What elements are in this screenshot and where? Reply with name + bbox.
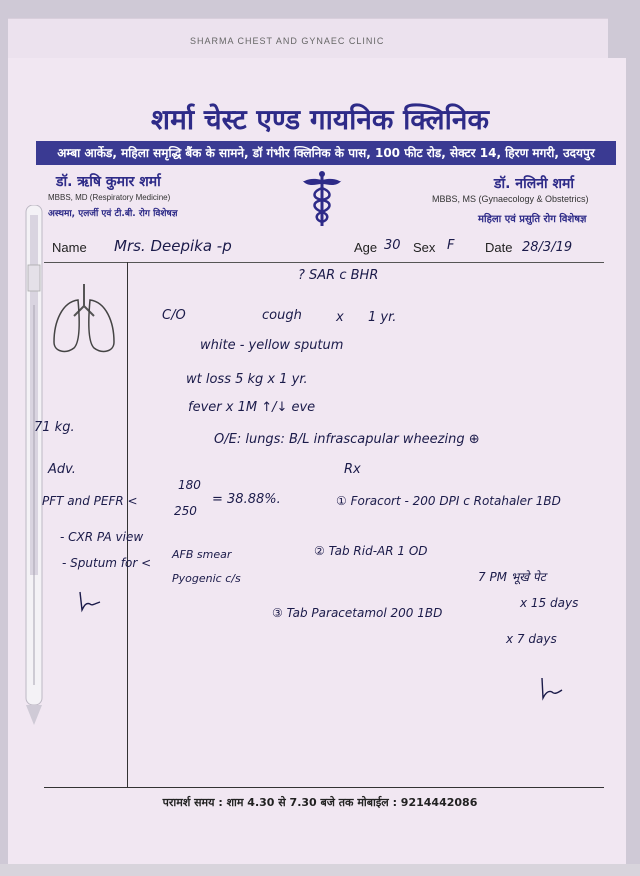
bottom-strip <box>0 864 640 876</box>
complaint-x: x <box>336 310 344 325</box>
patient-age: 30 <box>384 238 401 253</box>
medication-2-timing: 7 PM भूखे पेट <box>478 570 546 584</box>
advice-pft: PFT and PEFR < <box>42 494 138 508</box>
age-label: Age <box>354 240 378 255</box>
pen-icon <box>16 205 52 725</box>
caduceus-icon <box>300 170 344 228</box>
consultation-timing: परामर्श समय : शाम 4.30 से 7.30 बजे तक मोबाईल : 9214442086 <box>162 796 478 809</box>
visit-date: 28/3/19 <box>522 240 573 255</box>
doctor-right-specialty: महिला एवं प्रसुति रोग विशेषज्ञ <box>478 214 587 225</box>
complaint-fever: fever x 1M ↑/↓ eve <box>188 400 316 415</box>
sex-label: Sex <box>413 240 436 255</box>
medication-1: ① Foracort - 200 DPI c Rotahaler 1BD <box>336 494 561 508</box>
pefr-denominator: 250 <box>174 504 197 518</box>
doctor-left-qualification: MBBS, MD (Respiratory Medicine) <box>48 193 171 202</box>
doctor-right-qualification: MBBS, MS (Gynaecology & Obstetrics) <box>432 194 589 204</box>
advice-pyogenic: Pyogenic c/s <box>172 572 241 585</box>
patient-weight: 71 kg. <box>34 420 75 435</box>
complaint-label: C/O <box>162 308 186 323</box>
rx-symbol: Rx <box>344 462 361 477</box>
medication-3: ③ Tab Paracetamol 200 1BD <box>272 606 443 620</box>
pefr-numerator: 180 <box>178 478 201 492</box>
advice-label: Adv. <box>48 462 76 477</box>
clinic-address: अम्बा आर्केड, महिला समृद्धि बैंक के सामने, डॉ गंभीर क्लिनिक के पास, 100 फीट रोड, सेक्टर 14, हिरण मगरी, उदयपुर <box>36 141 616 165</box>
signature-left <box>76 590 106 614</box>
doctor-left-name: डॉ. ऋषि कुमार शर्मा <box>56 174 161 190</box>
signature-right <box>536 676 566 702</box>
margin-rule <box>127 262 128 787</box>
advice-sputum: - Sputum for < <box>62 556 152 570</box>
date-label: Date <box>485 240 513 255</box>
medication-2: ② Tab Rid-AR 1 OD <box>314 544 428 558</box>
patient-name: Mrs. Deepika -p <box>114 237 232 255</box>
footer-divider <box>44 787 604 788</box>
advice-cxr: - CXR PA view <box>60 530 144 544</box>
doctor-right-name: डॉ. नलिनी शर्मा <box>494 176 574 192</box>
complaint-weight-loss: wt loss 5 kg x 1 yr. <box>186 372 308 387</box>
lungs-icon <box>48 282 120 358</box>
complaint-cough: cough <box>262 308 302 323</box>
back-sheet-title: SHARMA CHEST AND GYNAEC CLINIC <box>190 36 385 46</box>
doctor-left-specialty: अस्थमा, एलर्जी एवं टी.बी. रोग विशेषज्ञ <box>48 209 178 219</box>
medication-3-duration: x 7 days <box>506 632 557 646</box>
advice-afb: AFB smear <box>172 548 232 561</box>
complaint-sputum: white - yellow sputum <box>200 338 344 353</box>
medication-2-duration: x 15 days <box>520 596 579 610</box>
clinic-title: शर्मा चेस्ट एण्ड गायनिक क्लिनिक <box>151 103 489 136</box>
complaint-duration: 1 yr. <box>368 310 397 325</box>
provisional-diagnosis: ? SAR c BHR <box>298 268 379 283</box>
pefr-percentage: = 38.88%. <box>212 492 281 507</box>
examination-findings: O/E: lungs: B/L infrascapular wheezing ⊕ <box>214 432 480 447</box>
header-divider <box>44 262 604 263</box>
name-label: Name <box>52 240 87 255</box>
patient-sex: F <box>447 238 455 253</box>
